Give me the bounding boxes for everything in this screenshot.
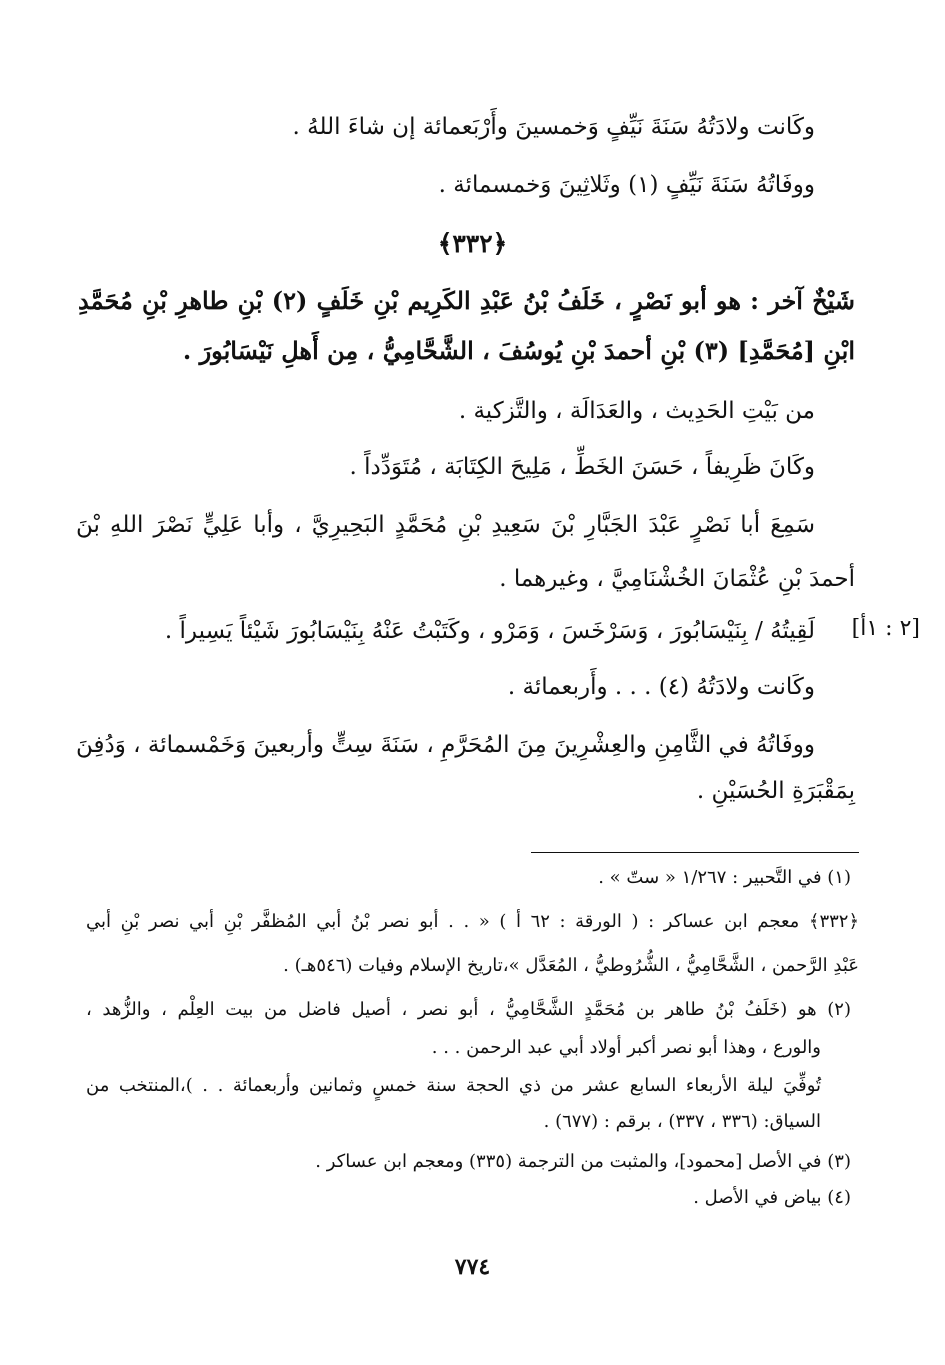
paragraph-heard-line-2: أحمدَ بْنِ عُثْمَانَ الخُشْنَامِيَّ ، وغيرهما . (499, 566, 855, 592)
page-number: ٧٧٤ (454, 1254, 491, 1280)
footnote-entry-line-2: عَبْدِ الرَّحمن ، الشَّحَّامِيُّ ، الشُّرُوطيُّ ، المُعَدَّل »،تاريخ الإسلام وفيات (٥٤٦هـ) . (283, 955, 859, 976)
birth-line: وكَانت ولادَتُهُ سَنَةَ نَيِّفٍ وَخمسينَ وأَرْبَعمائة إن شاءَ اللهُ . (292, 114, 815, 140)
entry-title-line-2: ابْنِ [مُحَمَّدِ] (٣) بْنِ أحمدَ بْنِ يُوسُفَ ، الشَّحَّامِيُّ ، مِن أَهلِ نَيْسَابُورَ . (182, 336, 855, 365)
death-line: ووفَاتُهُ سَنَةَ نَيِّفٍ (١) وثَلاثِينَ وَخمسمائة . (438, 172, 815, 198)
paragraph-death-line-2: بِمَقْبَرَةِ الحُسَيْنِ . (696, 778, 855, 804)
footnote-2-line-4: السياق: (٣٣٦ ، ٣٣٧) ، برقم : (٦٧٧) . (543, 1111, 821, 1132)
entry-number: ﴿٣٣٢﴾ (437, 229, 508, 258)
footnote-2-line-2: والورع ، وهذا أبو نصر أكبر أولاد أبي عبد الرحمن . . . (431, 1037, 821, 1058)
footnote-3: (٣) في الأصل [محمود]، والمثبت من الترجمة (٣٣٥) ومعجم ابن عساكر . (315, 1151, 851, 1172)
paragraph-heard-line-1: سَمِعَ أبا نَصْرٍ عَبْدَ الجَبَّارِ بْنَ سَعِيدِ بْنِ مُحَمَّدٍ البَحِيرِيَّ ، وأبا عَلِيٍّ نَصْرَ اللهِ بْنَ (76, 512, 815, 538)
footnote-4: (٤) بياض في الأصل . (693, 1187, 851, 1208)
paragraph-met: لَقِيتُهُ / بِنَيْسَابُورَ ، وَسَرْخَسَ ، وَمَرْو ، وكَتَبْتُ عَنْهُ بِنَيْسَابُورَ شَيْئاً يَسِيراً . (164, 618, 815, 644)
entry-title-line-1: شَيْخٌ آخر : هو أبو نَصْرٍ ، خَلَفُ بْنُ عَبْدِ الكَرِيم بْنِ خَلَفٍ (٢) بْنِ طاهرِ بْنِ مُحَمَّدِ (78, 286, 855, 315)
paragraph-character: وكَانَ ظَرِيفاً ، حَسَنَ الخَطِّ ، مَلِيحَ الكِتَابَة ، مُتَوَدِّداً . (349, 454, 815, 480)
paragraph-hadith-house: من بَيْتِ الحَدِيث ، والعَدَالَة ، والتَّزكية . (458, 398, 815, 424)
footnote-1: (١) في التَّحبير : ١/٢٦٧ « ستّ » . (598, 867, 851, 888)
footnote-entry-line-1: ﴿٣٣٢﴾ معجم ابن عساكر : ( الورقة : ٦٢ أ ) « . . أبو نصر بْنُ أبي المُظفَّر بْنِ أبي نصر بْنِ أبي (86, 911, 860, 932)
footnote-2-line-3: تُوفِّيَ ليلة الأربعاء السابع عشر من ذي الحجة سنة خمسٍ وثمانين وأربعمائة . . )،المنتخب من (86, 1075, 821, 1096)
paragraph-death-line-1: ووفَاتُهُ في الثَّامِنِ والعِشْرِينَ مِنَ المُحَرَّمِ ، سَنَةَ سِتٍّ وأربعينَ وَخَمْسمائة ، وَدُفِنَ (76, 732, 815, 758)
footnote-separator (531, 852, 859, 853)
paragraph-birth-blank: وكَانت ولادَتُهُ (٤) . . . وأَربعمائة . (507, 674, 815, 700)
footnote-2-line-1: (٢) هو (خَلَفُ بْنُ طاهر بن مُحَمَّدٍ الشَّحَّامِيُّ ، أبو نصر ، أصيل فاضل من بيت العِلْم ، والزُّهد ، (86, 999, 851, 1020)
manuscript-folio-ref: [٢ : ١أ] (851, 616, 920, 641)
